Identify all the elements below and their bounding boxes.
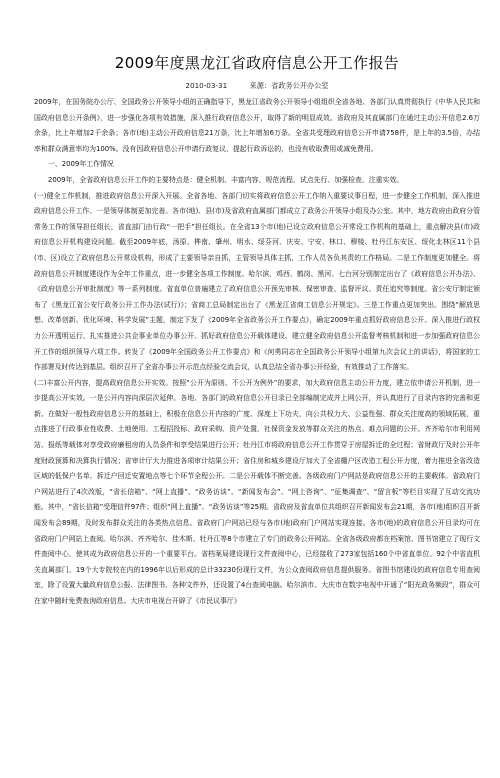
paragraph-intro: 2009年，在国务院办公厅、全国政务公开领导小组的正确指导下，黑龙江省政务公开领导小组组织全省各地、各部门认真贯彻执行《中华人民共和国政府信息公开条例》，进一步强化各项有效措施，深入推行政府信息公开，取得了新的明显成效。省政府及其直属部门在通过主动公开信息2.6万余条，比上年增加2千余条；各市(地)主动公开政府信息21万条，比上年增加6万条。全省共受理政府信息公开申请758件，是上年的3.5倍，办结率和群众满意率均为100%。没有因政府信息公开申请行政复议、提起行政诉讼的，也没有收取费用或减免费用。 (34, 98, 480, 153)
paragraph-summary: 2009年，全省政府信息公开工作的主要特点是：健全机制、丰富内容、规范流程、试点先行、加强检查、注重实效。 (48, 175, 404, 184)
document-body (34, 95, 480, 610)
paragraph-content: (二)丰富公开内容，提高政府信息公开实效。按照“公开为原则、不公开为例外”的要求，加大政府信息主动公开力度，建立依申请公开机制，进一步提高公开实效。一是公开内容向深层次延伸。各地、各部门的政府信息公开目录已全部编制完成并上网公开，并认真进行了目录内容的完善和更新。在做好一般性政府信息公开的基础上，积极在信息公开内容的广度、深度上下功夫，向公共权力大、公益性强、群众关注度高的领域拓展，重点推进了行政事业性收费、土地使用、工程招投标、政府采购、资产处置、社保资金发放等群众关注的热点、难点问题的公开。齐齐哈尔市利用网站、报纸等载体对享受政府廉租房的人员条件和享受结果进行公开；牡丹江市将政府信息公开工作贯穿于房屋拆迁的全过程；省财政厅及时公开年度财政预算和决算执行情况；省审计厅大力推进各项审计结果公开；省住房和城乡建设厅加大了全省棚户区改造工程公开力度，着力推进全省改造区域的低保户名单、拆迁户回迁安置地点等七个环节全程公开。二是公开载体不断完善。各级政府门户网站是政府信息公开的主要载体。省政府门户网站进行了4次改版，“省长信箱”、“网上直播”、“政务访谈”、“新闻发布会”、“网上咨询”、“征集调查”、“留言板”等栏目实现了互动交流功能。其中，“省长信箱”受理信件97件；组织“网上直播”、“政务访谈”等25期。省政府及省直单位共组织召开新闻发布会21期，各市(地)组织召开新闻发布会89期，及时发布群众关注的各类热点信息。省政府门户网站已经与各市(地)政府门户网站实现连接。各市(地)的政府信息公开目录均可在省政府门户网站上查阅。哈尔滨、齐齐哈尔、佳木斯、牡丹江等8个市建立了专门的政务公开网站。全省各级政府都在档案馆、图书馆建立了现行文件查阅中心，使其成为政府信息公开的一个重要平台。省档案局建设现行文件查阅中心，已经接收了273家包括160个中省直单位、92个中省直机关直属部门、19个大专院校在内的1996年以后形成的总计33230份现行文件，为公众查阅政府信息提供服务。省图书馆建设的政府信息专用查阅室，除了设置大量政府信息公报、法律图书、各种文件外，还设置了4台查阅电脑。哈尔滨市、大庆市在数字电视中开通了“阳光政务频段”，群众可在家中随时免费查询政府信息。大庆市电视台开辟了《市民议事厅》 (34, 378, 480, 605)
section-heading: 一、2009年工作情况 (48, 160, 114, 169)
document-meta (34, 81, 480, 91)
document-title: 2009年度黑龙江省政府信息公开工作报告 (114, 54, 400, 72)
paragraph-mechanism: (一)健全工作机制，推进政府信息公开深入开展。全省各地、各部门切实将政府信息公开工作纳入重要议事日程，进一步健全工作机制，深入推进政府信息公开工作。一是领导体制更加完善。各市(地)、县(市)及省政府直属部门都成立了政务公开领导小组及办公室。其中，地方政府由政府分管常务工作的领导担任组长，省直部门由行政“一把手”担任组长。在全省13个市(地)已设立政府信息公开常设工作机构的基础上，重点解决县(市)政府信息公开机构建设问题。截至2009年底，汤原、桦南、肇州、明水、绥芬河、庆安、宁安、林口、穆棱、牡丹江东安区、绥化北林区11个县(市、区)设立了政府信息公开常设机构，形成了主要领导亲自抓，主管领导具体主抓，工作人员各负其责的工作格局。二是工作制度更加健全。将政府信息公开制度建设作为全年工作重点，进一步健全各项工作制度。哈尔滨、鸡西、鹤岗、黑河、七台河分别制定出台了《政府信息公开办法》、《政府信息公开审批制度》等一系列制度。省直单位普遍建立了政府信息公开预先审核、保密审查、监督评议、责任追究等制度。省公安厅制定颁布了《黑龙江省公安厅政务公开工作办法(试行)》；省商工总局制定出台了《黑龙江省商工信息公开规定》。三是工作重点更加突出。围绕“解放思想、改革创新、优化环境、科学发展”主题，制定下发了《2009年全省政务公开工作要点》，确定2009年重点抓好政府信息公开、深入推进行政权力公开透明运行、扎实推进公共企事业单位办事公开、抓好政府信息公开载体建设、建立健全政府信息公开监督考核机制和进一步加强政府信息公开工作的组织领导六项工作。转发了《2009年全国政务公开工作要点》和《何勇同志在全国政务公开领导小组第九次会议上的讲话》，将国家的工作部署及时传达到基层。组织召开了全省办事公开示范点经验交流会议，认真总结全省办事公开经验，有效推动了工作落实。 (34, 191, 480, 372)
publish-date: 2010-03-31 (185, 81, 228, 90)
source-label: 来源：省政务公开办公室 (249, 81, 329, 90)
